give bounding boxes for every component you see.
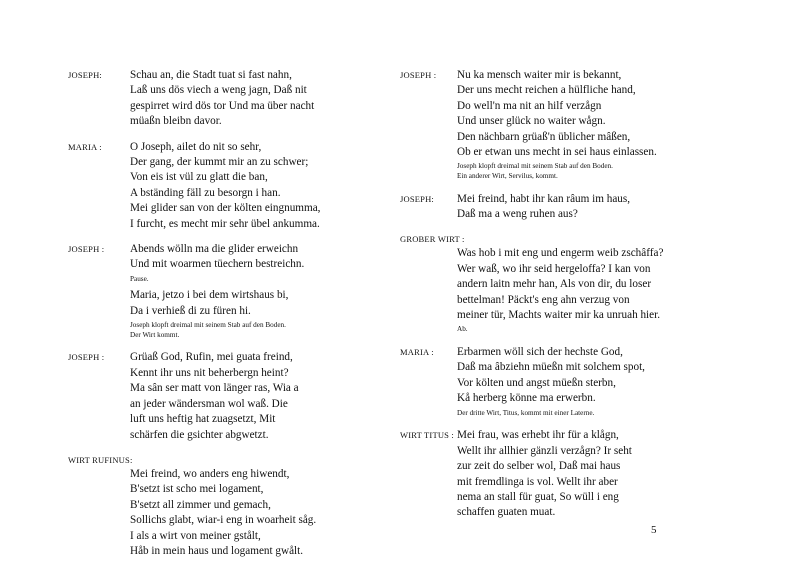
verse-line: Was hob i mit eng und engerm weib zschâffa? — [457, 247, 664, 260]
speech-text — [130, 467, 338, 559]
verse-line: Kennt ihr uns nit beherbergn heint? — [130, 366, 289, 379]
verse-line: Daß ma a weng ruhen aus? — [457, 208, 578, 221]
verse-line: luft uns heftig hat zuagsetzt, Mit — [130, 413, 276, 426]
speech-text — [457, 428, 685, 520]
stage-direction: Ab. — [457, 325, 468, 334]
verse-line: Do well'n ma nit an hilf verzågn — [457, 99, 602, 112]
verse-line: bettelman! Päckt's eng ahn verzug von — [457, 293, 630, 306]
verse-line: Schau an, die Stadt tuat si fast nahn, — [130, 69, 292, 81]
speech-text — [130, 242, 338, 340]
speech-text — [130, 68, 338, 130]
verse-line: Von eis ist vül zu glatt die ban, — [130, 171, 268, 184]
verse-line: B'setzt ist scho mei logament, — [130, 483, 264, 496]
speech-block — [68, 242, 338, 340]
verse-line: Sollichs glabt, wiar-i eng in woarheit såg. — [130, 514, 317, 527]
verse-line: O Joseph, ailet do nit so sehr, — [130, 140, 262, 153]
speech-block — [400, 232, 685, 335]
stage-direction-line: Joseph klopft dreimal mit seinem Stab auf den Boden. — [130, 321, 286, 330]
speaker-name: JOSEPH: — [400, 193, 434, 204]
verse-line: Und mit woarmen tüechern bestreichn. — [130, 258, 305, 271]
speaker-name: JOSEPH : — [400, 70, 437, 80]
verse-line: Mei freind, habt ihr kan râum im haus, — [457, 192, 631, 205]
verse-line: Der uns mecht reichen a hülfliche hand, — [457, 84, 636, 97]
verse-line: Maria, jetzo i bei dem wirtshaus bi, — [130, 289, 289, 302]
left-column — [68, 68, 338, 569]
verse-line: Den nächbarn grüaß'n üblicher mâßen, — [457, 130, 631, 143]
verse-line: Erbarmen wöll sich der hechste God, — [457, 346, 623, 359]
verse-line: Der gang, der kummt mir an zu schwer; — [130, 156, 309, 169]
verse-line: Laß uns dös viech a weng jagn, Daß nit — [130, 84, 307, 97]
verse-line: Mei freind, wo anders eng hiwendt, — [130, 467, 290, 480]
verse-line: meiner tür, Machts waiter mir ka unruah hier. — [457, 309, 661, 322]
speech-text — [457, 246, 685, 335]
verse-line: Wer waß, wo ihr seid hergeloffa? I kan von — [457, 262, 651, 275]
speech-text — [457, 68, 685, 182]
verse-line: Da i verhieß di zu füren hi. — [130, 304, 251, 317]
verse-line: andern laitn mehr han, Als von dir, du loser — [457, 278, 652, 291]
verse-line: gespirret wird dös tor Und ma über nacht — [130, 99, 315, 112]
verse-line: schaffen guaten muat. — [457, 506, 556, 519]
speech-block — [68, 68, 338, 130]
verse-line: Kå herberg könne ma erwerbn. — [457, 392, 596, 405]
speaker-name: WIRT RUFINUS: — [68, 454, 133, 465]
verse-line: schärfen die gsichter abgwetzt. — [130, 428, 269, 441]
speech-block — [400, 192, 685, 223]
verse-line: Grüaß God, Rufin, mei guata freind, — [130, 351, 293, 364]
page-number: 5 — [651, 524, 657, 536]
speaker-name: JOSEPH : — [68, 352, 105, 363]
verse-line: Nu ka mensch waiter mir is bekannt, — [457, 69, 622, 81]
verse-line: Vor költen und angst müeßn sterbn, — [457, 376, 616, 389]
speech-block — [68, 350, 338, 442]
verse-line: Mei frau, was erhebt ihr für a klågn, — [457, 429, 619, 442]
verse-line: Mei glider san von der költen eingnumma, — [130, 202, 321, 215]
verse-line: müaßn bleibn davor. — [130, 115, 222, 128]
verse-line: Ma sân ser matt von länger ras, Wia a — [130, 382, 299, 395]
verse-line: Abends wölln ma die glider erweichn — [130, 243, 299, 256]
speech-block — [400, 68, 685, 182]
stage-direction: Der dritte Wirt, Titus, kommt mit einer Laterne. — [457, 408, 595, 417]
speech-text — [130, 140, 338, 232]
speech-text — [457, 192, 685, 223]
right-column — [400, 68, 685, 531]
speech-block — [68, 453, 338, 559]
verse-line: I als a wirt von meiner gstålt, — [130, 529, 261, 542]
verse-line: zur zeit do selber wol, Daß mai haus — [457, 460, 621, 473]
speech-text — [457, 345, 685, 418]
speaker-name: MARIA : — [400, 347, 434, 358]
speech-text — [130, 350, 338, 442]
speech-block — [400, 428, 685, 520]
verse-line: Wellt ihr allhier gänzli verzågn? Ir seht — [457, 444, 632, 457]
verse-line: an jeder wändersman wol waß. Die — [130, 397, 288, 410]
verse-line: Und unser glück no waiter wågn. — [457, 115, 606, 128]
speaker-name: JOSEPH: — [68, 70, 102, 80]
speaker-name: WIRT TITUS : — [400, 430, 454, 441]
verse-line: nema an stall für guat, So wüll i eng — [457, 490, 619, 503]
verse-line: Håb in mein haus und logament gwålt. — [130, 544, 304, 557]
verse-line: Ob er etwan uns mecht in sei haus einlassen. — [457, 146, 657, 159]
verse-line: mit fremdlinga is vol. Wellt ihr aber — [457, 475, 618, 488]
speech-block — [400, 345, 685, 418]
stage-direction — [130, 321, 338, 340]
stage-direction — [457, 162, 685, 181]
speech-block — [68, 140, 338, 232]
stage-direction-line: Ein anderer Wirt, Servilus, kommt. — [457, 172, 558, 181]
stage-direction: Pause. — [130, 274, 149, 283]
verse-line: A bständing fäll zu besorgn i han. — [130, 186, 281, 199]
speaker-name: GROBER WIRT : — [400, 234, 465, 245]
stage-direction-line: Joseph klopft dreimal mit seinem Stab auf den Boden. — [457, 162, 613, 171]
stage-direction-line: Der Wirt kommt. — [130, 330, 180, 339]
speaker-name: JOSEPH : — [68, 244, 105, 255]
verse-line: I furcht, es mecht mir sehr übel ankumma. — [130, 217, 320, 230]
verse-line: Daß ma âbziehn müeßn mit solchem spot, — [457, 361, 645, 374]
speaker-name: MARIA : — [68, 141, 102, 152]
verse-line: B'setzt all zimmer und gemach, — [130, 498, 271, 511]
